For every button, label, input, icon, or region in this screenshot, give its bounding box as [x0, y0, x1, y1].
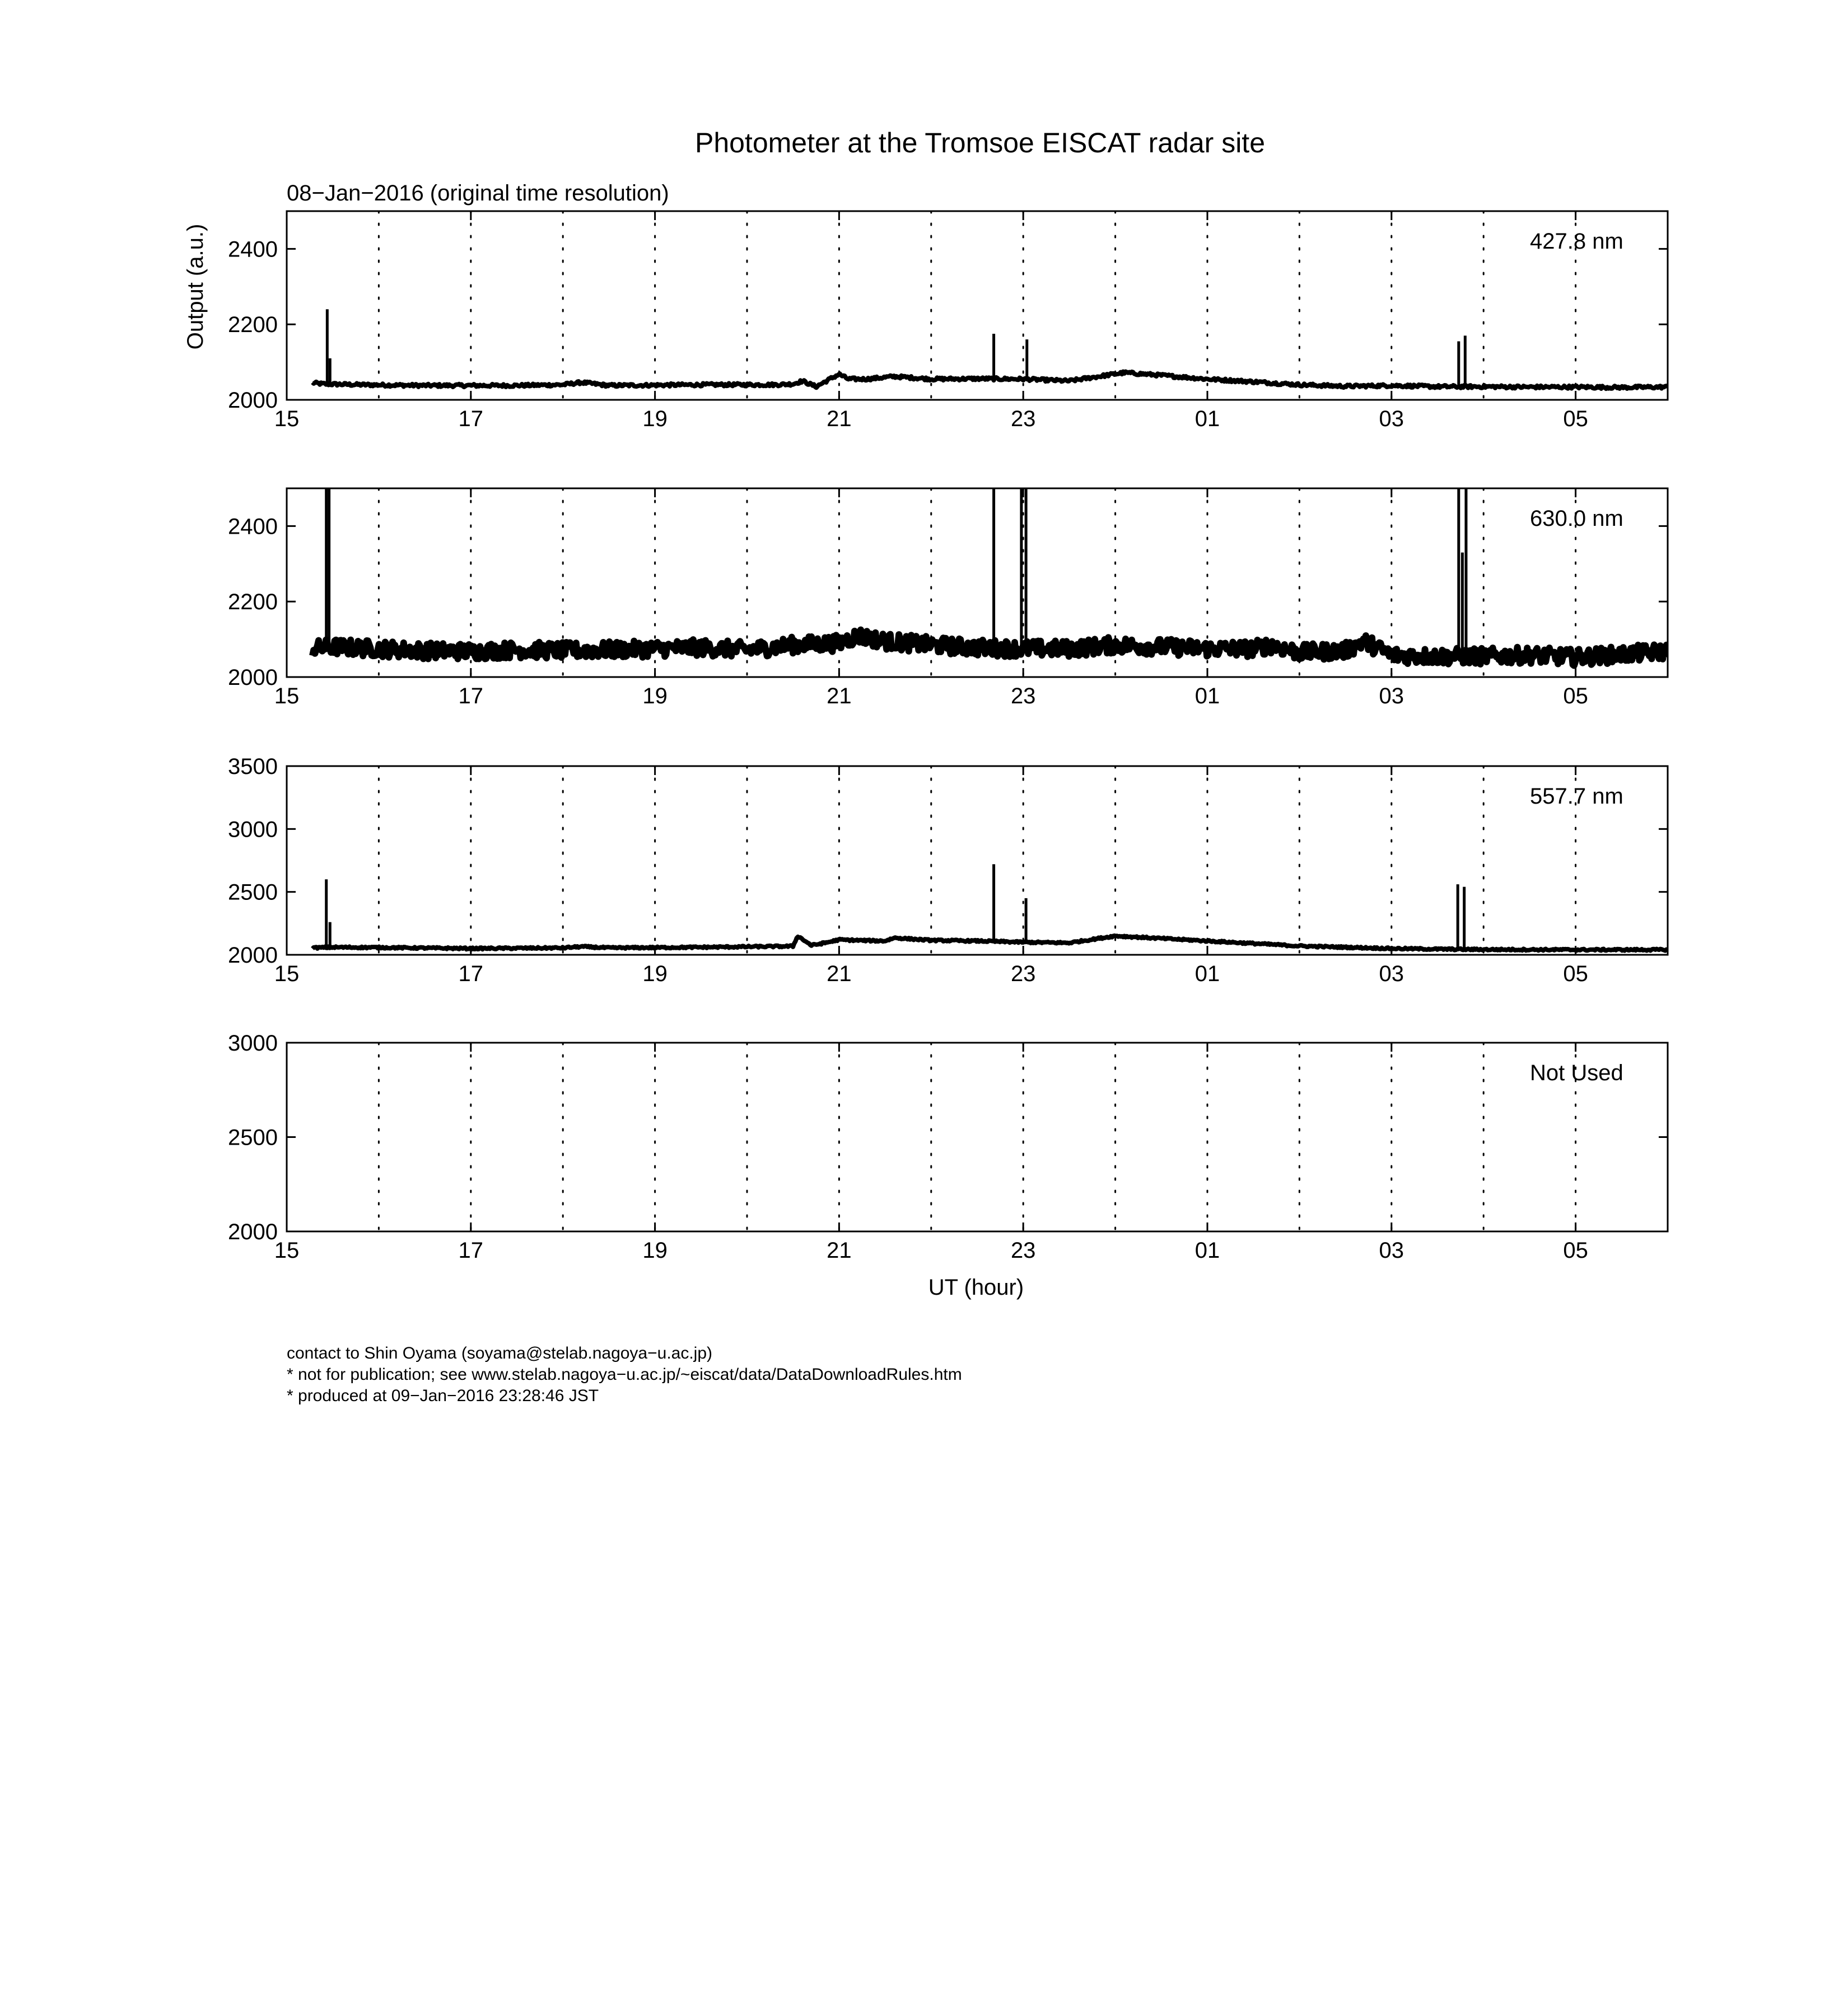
panel-label: Not Used	[1530, 1061, 1623, 1085]
x-tick-label: 05	[1563, 1238, 1588, 1263]
x-tick-label: 17	[458, 1238, 484, 1263]
y-axis-label: Output (a.u.)	[183, 223, 208, 350]
panel-4	[228, 1031, 1668, 1263]
panel-label: 557.7 nm	[1530, 784, 1623, 809]
x-tick-label: 01	[1194, 684, 1220, 708]
x-tick-label: 01	[1194, 407, 1220, 431]
figure-title: Photometer at the Tromsoe EISCAT radar site	[694, 127, 1266, 158]
footer	[287, 1343, 962, 1407]
axes-frame	[287, 766, 1668, 955]
y-tick-label: 2000	[228, 1220, 278, 1244]
figure-subtitle: 08−Jan−2016 (original time resolution)	[287, 181, 669, 206]
x-tick-label: 19	[642, 1238, 668, 1263]
series-line	[312, 630, 1668, 666]
axes-frame	[287, 1043, 1668, 1231]
x-tick-label: 19	[642, 684, 668, 708]
x-tick-label: 01	[1194, 1238, 1220, 1263]
x-tick-label: 05	[1563, 407, 1588, 431]
x-tick-label: 21	[827, 684, 852, 708]
x-tick-label: 23	[1010, 407, 1036, 431]
panel-1	[228, 211, 1668, 431]
y-tick-label: 2200	[228, 590, 278, 615]
panel-2	[228, 488, 1668, 708]
x-tick-label: 19	[642, 962, 668, 986]
y-tick-label: 2500	[228, 1125, 278, 1150]
y-tick-label: 2500	[228, 880, 278, 905]
x-tick-label: 03	[1379, 407, 1404, 431]
x-tick-label: 05	[1563, 962, 1588, 986]
x-tick-label: 15	[274, 1238, 300, 1263]
x-tick-label: 03	[1379, 684, 1404, 708]
x-tick-label: 23	[1010, 962, 1036, 986]
footer-publication-note: * not for publication; see www.stelab.nagoya−u.ac.jp/~eiscat/data/DataDownloadRules.htm	[287, 1365, 962, 1384]
x-tick-label: 17	[458, 962, 484, 986]
x-axis-label: UT (hour)	[928, 1275, 1024, 1300]
x-tick-label: 17	[458, 407, 484, 431]
y-tick-label: 2400	[228, 514, 278, 539]
x-tick-label: 01	[1194, 962, 1220, 986]
x-tick-label: 19	[642, 407, 668, 431]
y-tick-label: 2000	[228, 388, 278, 413]
panel-label: 427.8 nm	[1530, 229, 1623, 254]
x-tick-label: 17	[458, 684, 484, 708]
x-tick-label: 21	[827, 407, 852, 431]
x-tick-label: 03	[1379, 962, 1404, 986]
panel-3	[228, 754, 1668, 986]
x-tick-label: 23	[1010, 1238, 1036, 1263]
axes-frame	[287, 211, 1668, 400]
y-tick-label: 3000	[228, 817, 278, 842]
y-tick-label: 2000	[228, 665, 278, 690]
x-tick-label: 15	[274, 962, 300, 986]
panel-label: 630.0 nm	[1530, 506, 1623, 531]
y-tick-label: 3000	[228, 1031, 278, 1056]
x-tick-label: 15	[274, 407, 300, 431]
x-tick-label: 03	[1379, 1238, 1404, 1263]
footer-produced-at: * produced at 09−Jan−2016 23:28:46 JST	[287, 1387, 599, 1405]
y-tick-label: 3500	[228, 754, 278, 779]
x-tick-label: 21	[827, 1238, 852, 1263]
y-tick-label: 2000	[228, 943, 278, 968]
y-tick-label: 2200	[228, 312, 278, 338]
y-tick-label: 2400	[228, 237, 278, 262]
x-tick-label: 15	[274, 684, 300, 708]
x-tick-label: 05	[1563, 684, 1588, 708]
panels	[228, 211, 1668, 1263]
footer-contact: contact to Shin Oyama (soyama@stelab.nagoya−u.ac.jp)	[287, 1344, 713, 1362]
x-tick-label: 21	[827, 962, 852, 986]
x-tick-label: 23	[1010, 684, 1036, 708]
